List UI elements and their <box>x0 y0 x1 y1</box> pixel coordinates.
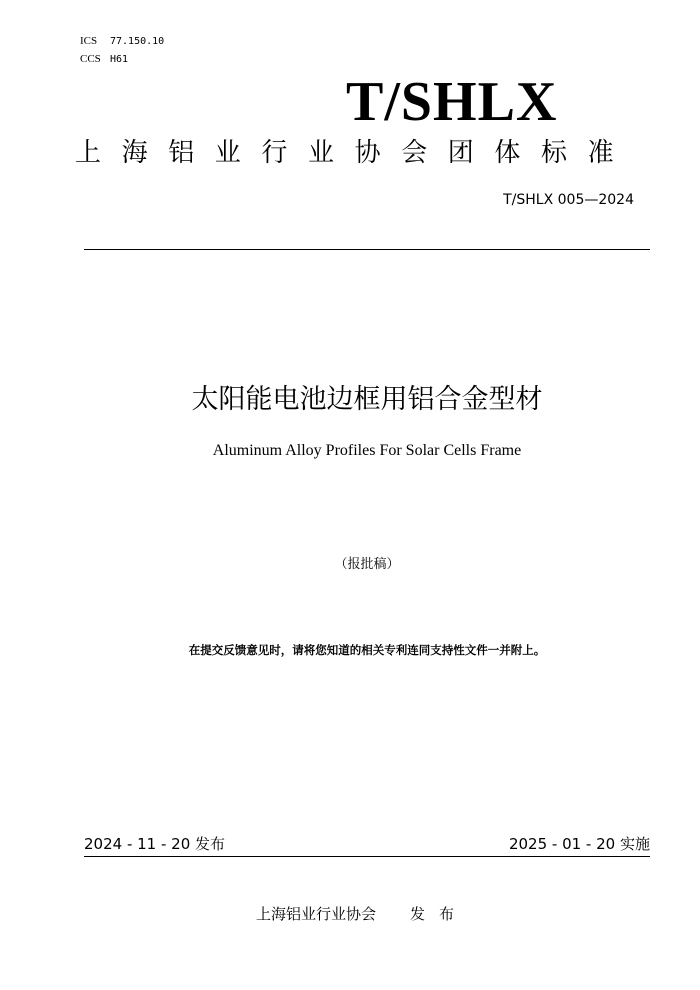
publisher-line <box>256 904 468 924</box>
ics-code: 77.150.10 <box>110 36 165 47</box>
publisher-action: 发布 <box>410 905 469 923</box>
implementation-date-line <box>509 834 650 854</box>
issue-date: 2024 - 11 - 20 <box>84 835 191 853</box>
patent-notice: 在提交反馈意见时，请将您知道的相关专利连同支持性文件一并附上。 <box>188 643 546 657</box>
ccs-code: H61 <box>110 54 129 65</box>
header-divider <box>84 249 650 250</box>
standard-number: T/SHLX 005—2024 <box>503 192 634 208</box>
document-title-chinese: 太阳能电池边框用铝合金型材 <box>191 384 543 415</box>
issue-date-line <box>84 834 225 854</box>
draft-status: （报批稿） <box>334 557 400 572</box>
issue-label: 发布 <box>195 835 226 853</box>
organization-standard-title: 上海铝业行业协会团体标准 <box>75 138 635 168</box>
document-title-english: Aluminum Alloy Profiles For Solar Cells Frame <box>212 442 522 459</box>
standard-brand-logo: T/SHLX <box>346 71 558 133</box>
ccs-label: CCS <box>80 53 101 65</box>
ics-label: ICS <box>80 35 98 47</box>
ics-code-line <box>80 34 164 49</box>
publisher-name: 上海铝业行业协会 <box>256 905 377 923</box>
footer-divider <box>84 856 650 857</box>
implementation-date: 2025 - 01 - 20 <box>508 835 616 853</box>
implementation-label: 实施 <box>619 835 650 853</box>
ccs-code-line <box>80 52 128 67</box>
